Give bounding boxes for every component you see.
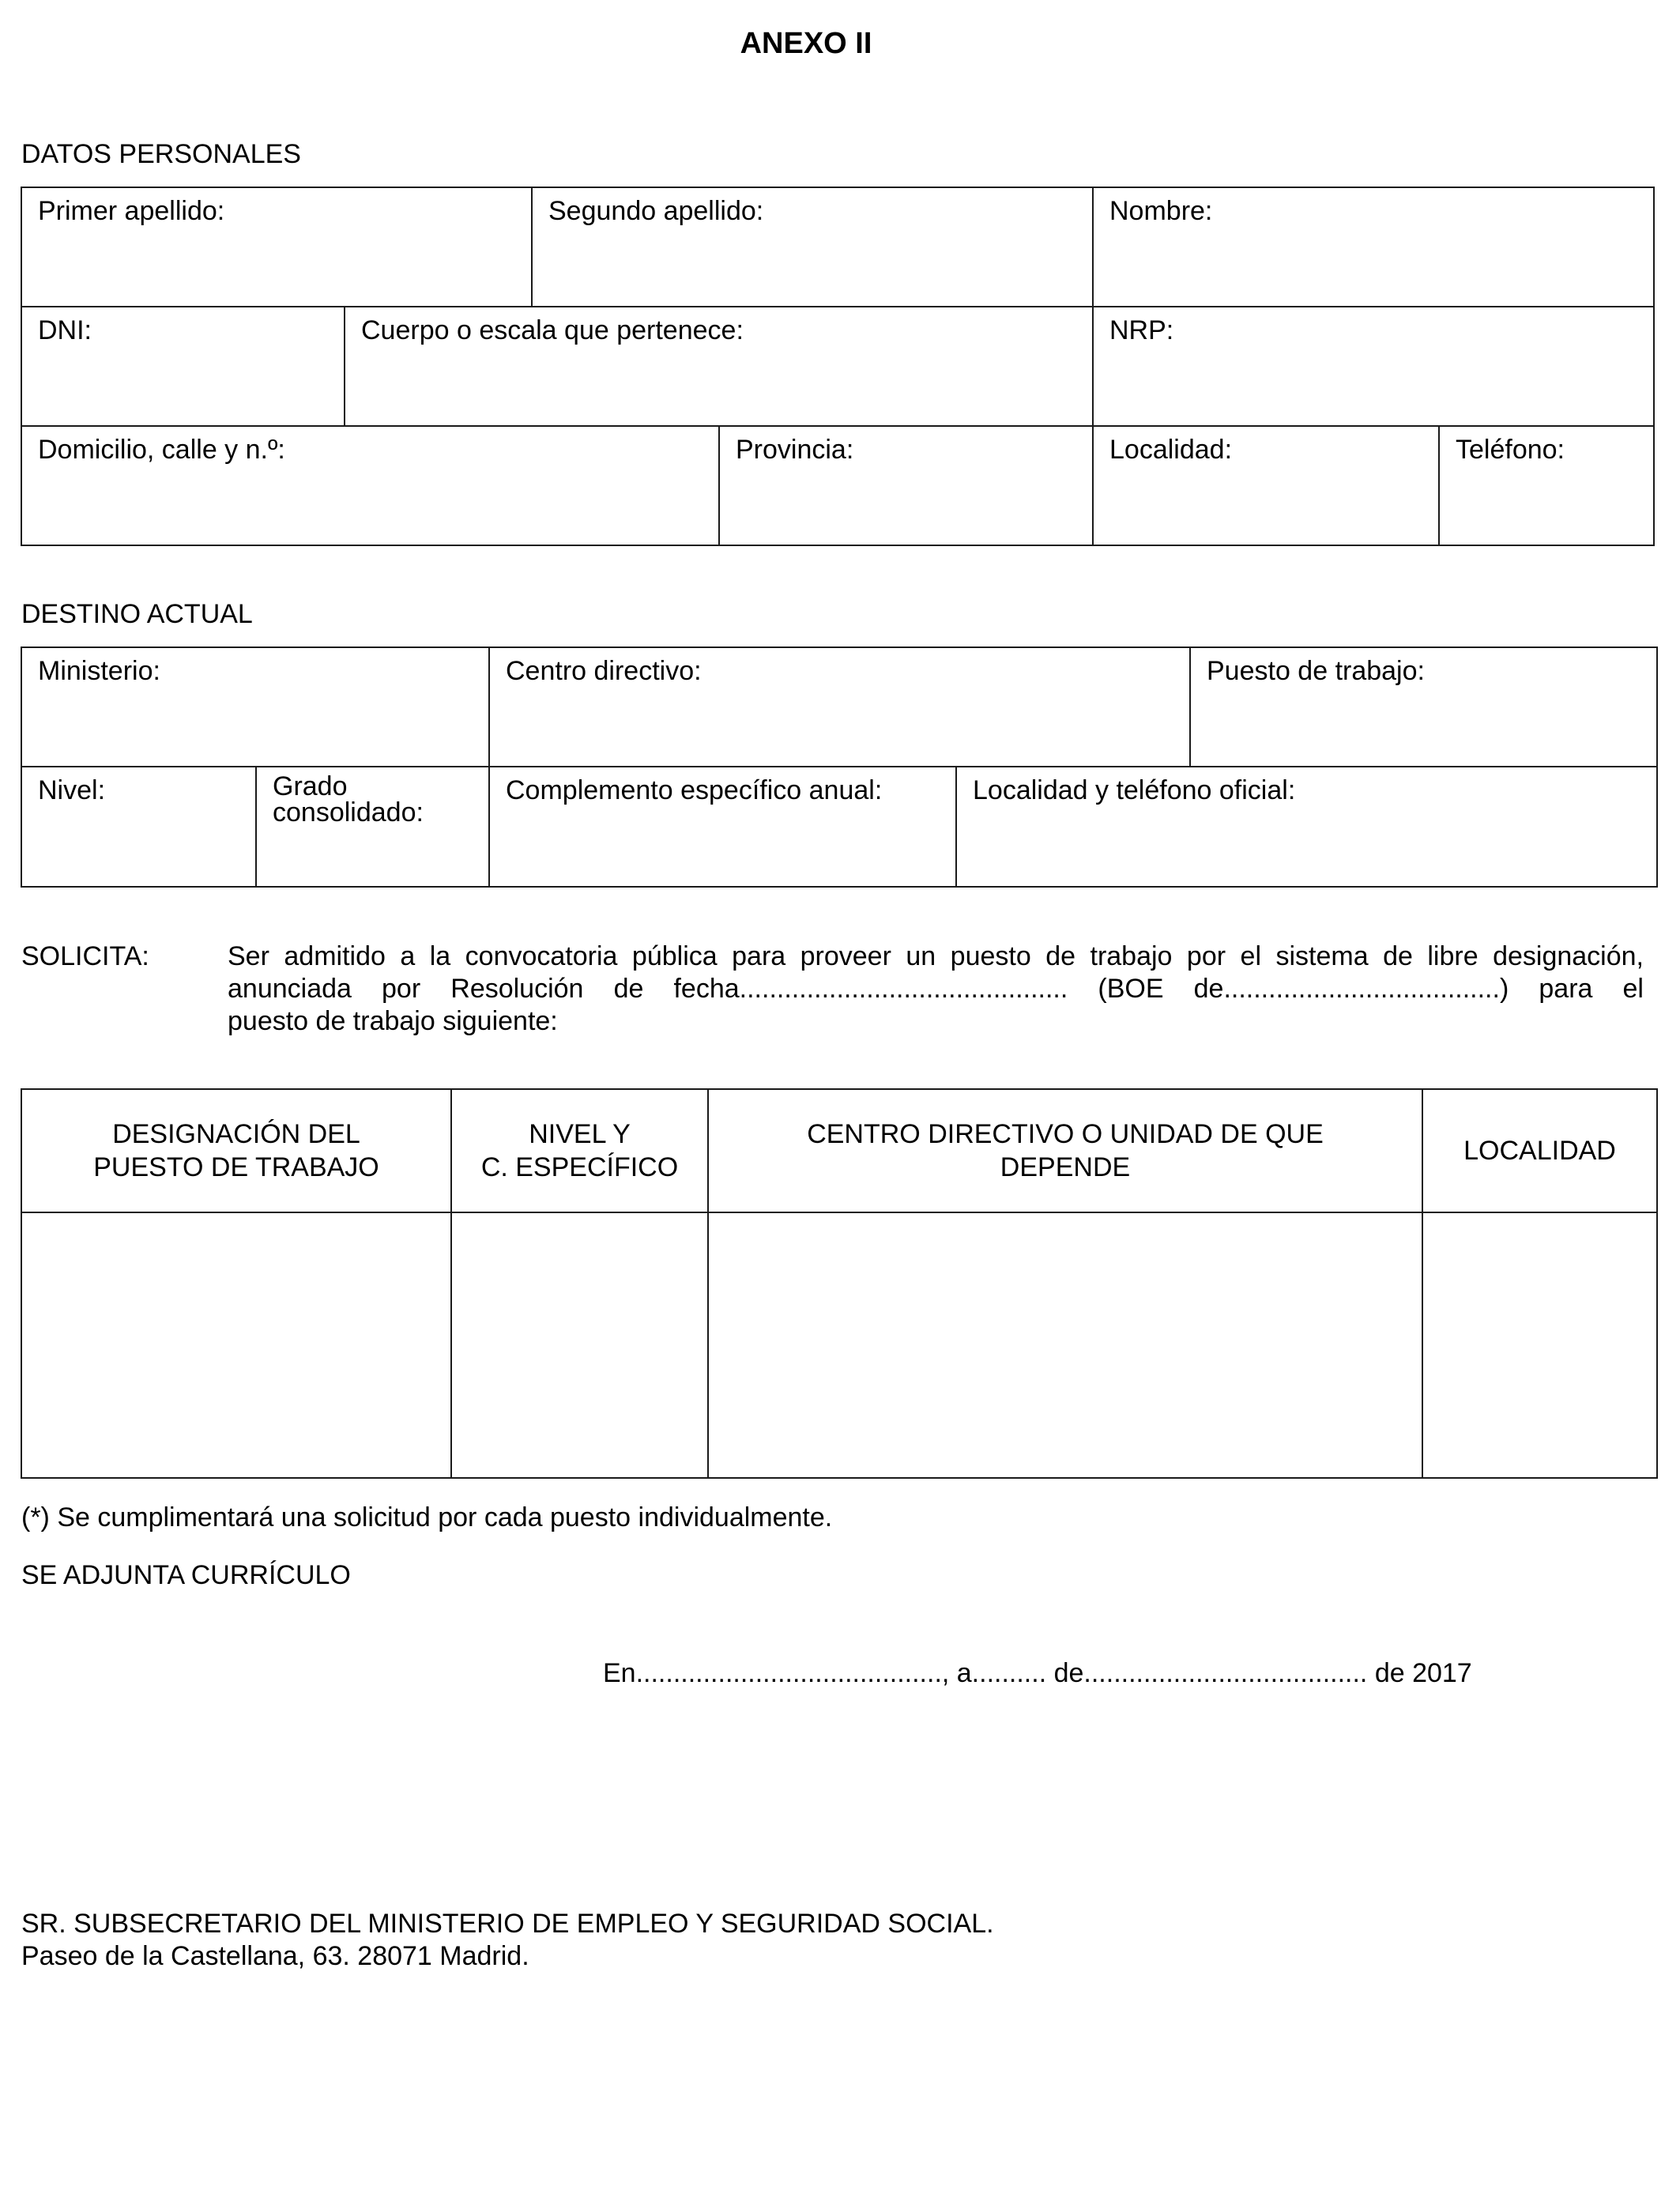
solicita-text	[228, 941, 1644, 1038]
puesto-trabajo-label: Puesto de trabajo:	[1207, 656, 1425, 686]
solicita-label: SOLICITA:	[21, 941, 149, 971]
destinatario	[21, 1908, 994, 1973]
footnote: (*) Se cumplimentará una solicitud por cada puesto individualmente.	[21, 1502, 833, 1532]
localidad-label: Localidad:	[1109, 435, 1233, 465]
domicilio-label: Domicilio, calle y n.º:	[38, 435, 285, 465]
segundo-apellido-field[interactable]	[531, 187, 1094, 307]
destinatario-line-1: SR. SUBSECRETARIO DEL MINISTERIO DE EMPLEO Y SEGURIDAD SOCIAL.	[21, 1909, 994, 1939]
destino-actual-heading: DESTINO ACTUAL	[21, 599, 253, 629]
localidad-telefono-oficial-label: Localidad y teléfono oficial:	[973, 775, 1296, 805]
centro-directivo-field[interactable]	[488, 647, 1191, 767]
centro-directivo-label: Centro directivo:	[506, 656, 702, 686]
header-localidad	[1422, 1088, 1658, 1213]
provincia-label: Provincia:	[736, 435, 854, 465]
nrp-field[interactable]	[1092, 306, 1655, 427]
header-centro-directivo-text: CENTRO DIRECTIVO O UNIDAD DE QUE DEPENDE	[807, 1119, 1324, 1182]
cuerpo-escala-label: Cuerpo o escala que pertenece:	[361, 315, 744, 345]
solicita-line-2: anunciada por Resolución de fecha............................................ (BOE de.....................................) para el	[228, 974, 1644, 1004]
document-title: ANEXO II	[740, 27, 872, 60]
nrp-label: NRP:	[1109, 315, 1174, 345]
primer-apellido-field[interactable]	[21, 187, 533, 307]
designacion-input-cell[interactable]	[21, 1212, 452, 1479]
cuerpo-escala-field[interactable]	[344, 306, 1094, 427]
ministerio-label: Ministerio:	[38, 656, 160, 686]
complemento-especifico-label: Complemento específico anual:	[506, 775, 883, 805]
dni-field[interactable]	[21, 306, 345, 427]
nivel-field[interactable]	[21, 766, 257, 888]
localidad-field[interactable]	[1092, 425, 1440, 546]
centro-directivo-input-cell[interactable]	[707, 1212, 1423, 1479]
destinatario-line-2: Paseo de la Castellana, 63. 28071 Madrid.	[21, 1941, 529, 1971]
localidad-telefono-oficial-field[interactable]	[955, 766, 1658, 888]
grado-consolidado-label: Grado consolidado:	[273, 771, 424, 827]
grado-consolidado-field[interactable]	[255, 766, 490, 888]
telefono-label: Teléfono:	[1456, 435, 1565, 465]
nombre-field[interactable]	[1092, 187, 1655, 307]
fecha-line: En........................................., a.......... de...................................... de 2017	[603, 1658, 1472, 1688]
provincia-field[interactable]	[718, 425, 1094, 546]
adjunta-curriculo: SE ADJUNTA CURRÍCULO	[21, 1560, 351, 1590]
header-designacion-text: DESIGNACIÓN DEL PUESTO DE TRABAJO	[93, 1119, 379, 1182]
header-nivel	[450, 1088, 709, 1213]
nombre-label: Nombre:	[1109, 196, 1213, 226]
localidad-input-cell[interactable]	[1422, 1212, 1658, 1479]
segundo-apellido-label: Segundo apellido:	[548, 196, 764, 226]
puesto-trabajo-field[interactable]	[1189, 647, 1658, 767]
header-nivel-text: NIVEL Y C. ESPECÍFICO	[480, 1119, 679, 1182]
nivel-label: Nivel:	[38, 775, 106, 805]
ministerio-field[interactable]	[21, 647, 490, 767]
nivel-input-cell[interactable]	[450, 1212, 709, 1479]
header-designacion	[21, 1088, 452, 1213]
header-centro-directivo	[707, 1088, 1423, 1213]
datos-personales-heading: DATOS PERSONALES	[21, 139, 301, 169]
telefono-field[interactable]	[1438, 425, 1655, 546]
primer-apellido-label: Primer apellido:	[38, 196, 225, 226]
dni-label: DNI:	[38, 315, 92, 345]
header-localidad-text: LOCALIDAD	[1463, 1136, 1616, 1166]
domicilio-field[interactable]	[21, 425, 720, 546]
solicita-line-3: puesto de trabajo siguiente:	[228, 1006, 558, 1036]
complemento-especifico-field[interactable]	[488, 766, 957, 888]
solicita-line-1: Ser admitido a la convocatoria pública para proveer un puesto de trabajo por el sistema de libre designación,	[228, 941, 1644, 971]
